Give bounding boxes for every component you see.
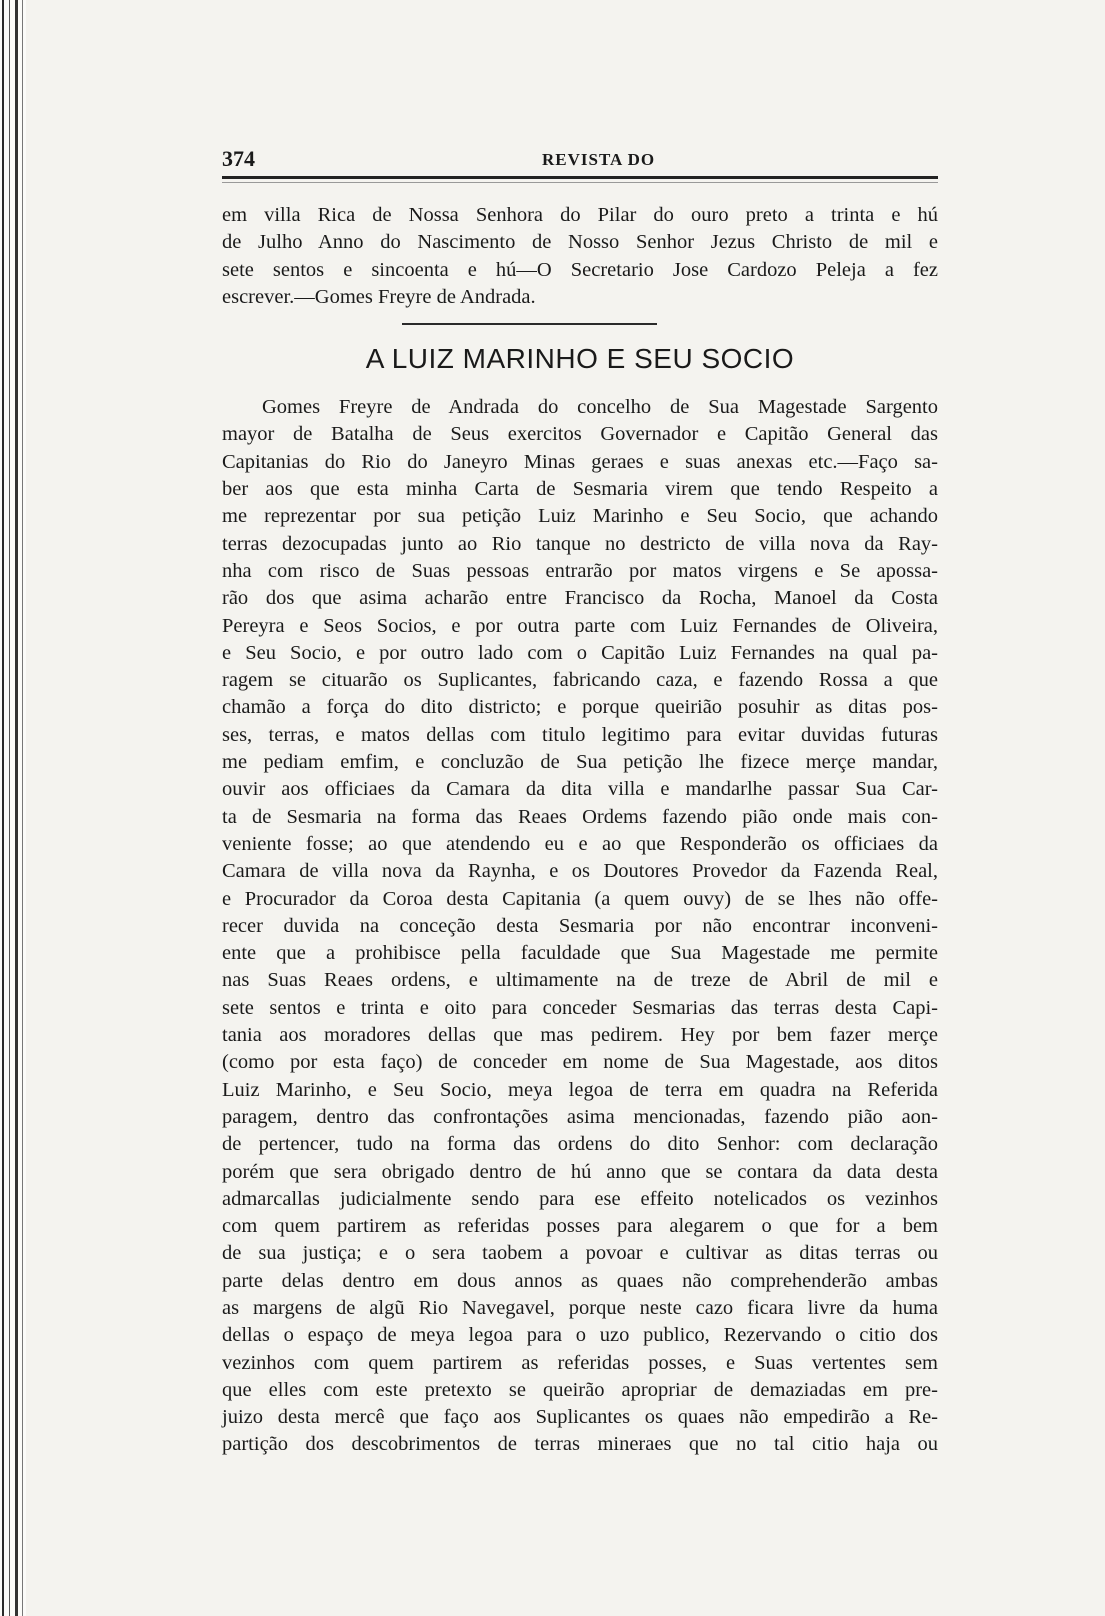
- text-line: dellas o espaço de meya legoa para o uzo publico, Rezervando o citio dos: [222, 1324, 938, 1347]
- text-line: nha com risco de Suas pessoas entrarão por matos virgens e Se apossa-: [222, 559, 938, 582]
- text-line: veniente fosse; ao que atendendo eu e ao que Responderão os officiaes da: [222, 832, 938, 855]
- text-line: porém que sera obrigado dentro de hú anno que se contara da data desta: [222, 1160, 938, 1183]
- text-line: sete sentos e sincoenta e hú—O Secretario Jose Cardozo Peleja a fez: [222, 258, 938, 281]
- text-line: de Julho Anno do Nascimento de Nosso Senhor Jezus Christo de mil e: [222, 231, 938, 254]
- text-line: Pereyra e Seos Socios, e por outra parte com Luiz Fernandes de Oliveira,: [222, 614, 938, 637]
- text-line: ber aos que esta minha Carta de Sesmaria virem que tendo Respeito a: [222, 478, 938, 501]
- text-line: juizo desta mercê que faço aos Suplicantes os quaes não empedirão a Re-: [222, 1406, 938, 1429]
- header-rule: [222, 182, 938, 183]
- section-divider: [402, 323, 657, 325]
- text-line: rão dos que asima acharão entre Francisco da Rocha, Manoel da Costa: [222, 587, 938, 610]
- text-line: nas Suas Reaes ordens, e ultimamente na de treze de Abril de mil e: [222, 969, 938, 992]
- text-line: me pediam emfim, e concluzão de Sua petição lhe fizece merçe mandar,: [222, 751, 938, 774]
- text-line: com quem partirem as referidas posses para alegarem o que for a bem: [222, 1215, 938, 1238]
- text-line: tania aos moradores dellas que mas pedirem. Hey por bem fazer merçe: [222, 1024, 938, 1047]
- text-line: que elles com este pretexto se queirão apropriar de demaziadas em pre-: [222, 1378, 938, 1401]
- text-line: sete sentos e trinta e oito para conceder Sesmarias das terras desta Capi-: [222, 996, 938, 1019]
- text-line: vezinhos com quem partirem as referidas posses, e Suas vertentes sem: [222, 1351, 938, 1374]
- text-line: Capitanias do Rio do Janeyro Minas geraes e suas anexas etc.—Faço sa-: [222, 450, 938, 473]
- intro-paragraph: [222, 202, 938, 311]
- text-line: admarcallas judicialmente sendo para ese effeito notelicados os vezinhos: [222, 1187, 938, 1210]
- running-head: REVISTA DO: [542, 150, 656, 169]
- section-paragraph: [222, 394, 938, 1459]
- text-line: Gomes Freyre de Andrada do concelho de Sua Magestade Sargento: [262, 396, 938, 419]
- text-line: paragem, dentro das confrontações asima mencionadas, fazendo pião aon-: [222, 1105, 938, 1128]
- text-line: Camara de villa nova da Raynha, e os Doutores Provedor da Fazenda Real,: [222, 860, 938, 883]
- text-line: as margens de algũ Rio Navegavel, porque neste cazo ficara livre da huma: [222, 1296, 938, 1319]
- text-line: de pertencer, tudo na forma das ordens do dito Senhor: com declaração: [222, 1133, 938, 1156]
- text-line: de sua justiça; e o sera taobem a povoar e cultivar as ditas terras ou: [222, 1242, 938, 1265]
- page-header: [222, 140, 938, 179]
- text-line: parte delas dentro em dous annos as quaes não comprehenderão ambas: [222, 1269, 938, 1292]
- document-page: [222, 140, 938, 1459]
- text-line: ouvir aos officiaes da Camara da dita villa e mandarlhe passar Sua Car-: [222, 778, 938, 801]
- text-line: ente que a prohibisce pella faculdade que Sua Magestade me permite: [222, 942, 938, 965]
- text-line: partição dos descobrimentos de terras mineraes que no tal citio haja ou: [222, 1433, 938, 1456]
- text-line: e Seu Socio, e por outro lado com o Capitão Luiz Fernandes na qual pa-: [222, 641, 938, 664]
- text-line: escrever.—Gomes Freyre de Andrada.: [222, 285, 536, 308]
- page-number: 374: [222, 146, 255, 171]
- text-line: me reprezentar por sua petição Luiz Marinho e Seu Socio, que achando: [222, 505, 938, 528]
- text-line: em villa Rica de Nossa Senhora do Pilar do ouro preto a trinta e hú: [222, 204, 938, 226]
- text-line: mayor de Batalha de Seus exercitos Governador e Capitão General das: [222, 423, 938, 446]
- text-line: Luiz Marinho, e Seu Socio, meya legoa de terra em quadra na Referida: [222, 1078, 938, 1101]
- text-line: ses, terras, e matos dellas com titulo legitimo para evitar duvidas futuras: [222, 723, 938, 746]
- text-line: chamão a força do dito districto; e porque queirião posuhir as ditas pos-: [222, 696, 938, 719]
- text-line: recer duvida na conceção desta Sesmaria por não encontrar inconveni-: [222, 914, 938, 937]
- text-line: ragem se cituarão os Suplicantes, fabricando caza, e fazendo Rossa a que: [222, 669, 938, 692]
- text-line: ta de Sesmaria na forma das Reaes Ordems fazendo pião onde mais con-: [222, 805, 938, 828]
- section-title: A LUIZ MARINHO E SEU SOCIO: [365, 343, 795, 375]
- book-binding-edge: [0, 0, 26, 1616]
- text-line: terras dezocupadas junto ao Rio tanque no destricto de villa nova da Ray-: [222, 532, 938, 555]
- text-line: e Procurador da Coroa desta Capitania (a quem ouvy) de se lhes não offe-: [222, 887, 938, 910]
- text-line: (como por esta faço) de conceder em nome de Sua Magestade, aos ditos: [222, 1051, 938, 1074]
